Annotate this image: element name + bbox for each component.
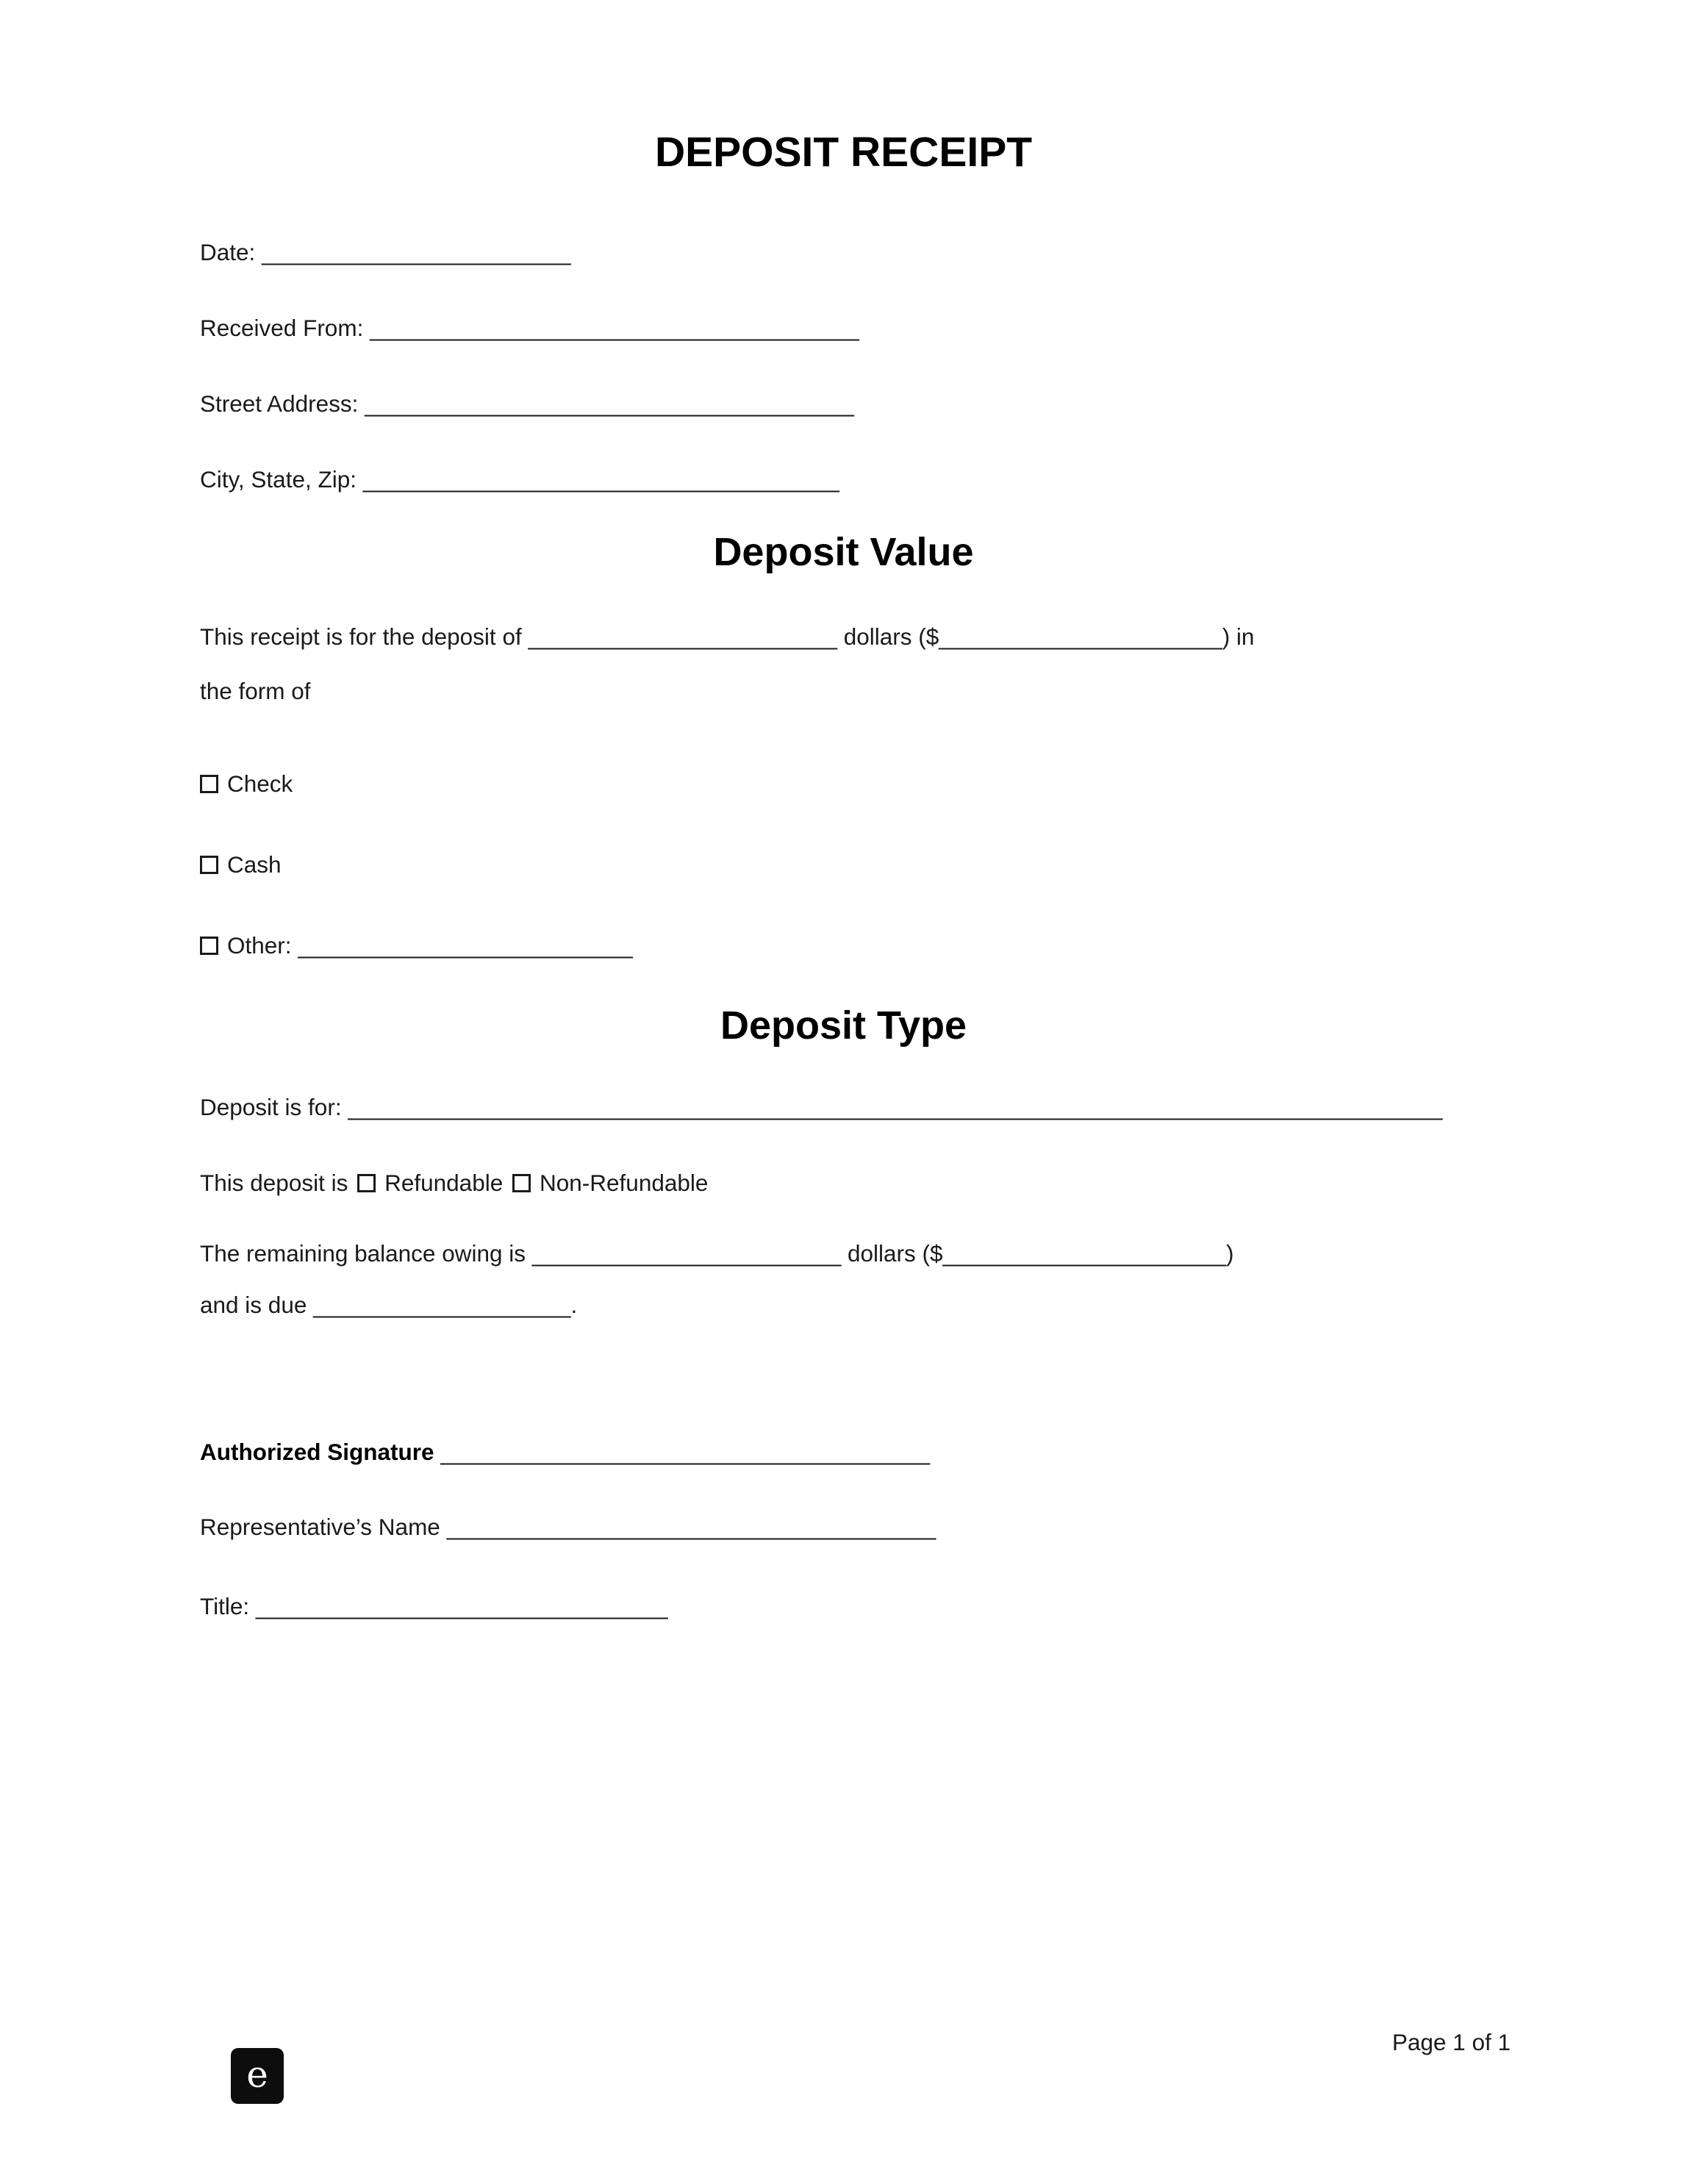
- section-heading-deposit-type: Deposit Type: [720, 1003, 967, 1048]
- other-option-label: Other:: [227, 932, 292, 959]
- other-checkbox-icon: [200, 937, 218, 955]
- document-content: [0, 126, 1687, 1622]
- balance-text: The remaining balance owing is: [200, 1240, 526, 1267]
- other-option-blank: __________________________: [298, 932, 633, 959]
- non-refundable-checkbox-icon: [512, 1174, 531, 1192]
- cash-option-label: Cash: [227, 851, 282, 878]
- option-row-check: [200, 768, 1487, 799]
- option-row-other: [200, 930, 1487, 961]
- refundable-row: [200, 1167, 1487, 1198]
- title-blank: ________________________________: [255, 1593, 668, 1619]
- due-text: and is due: [200, 1292, 307, 1318]
- page-number: Page 1 of 1: [1391, 2029, 1511, 2055]
- deposit-form-of-text: the form of: [200, 678, 311, 704]
- received-from-blank: ______________________________________: [370, 315, 859, 341]
- check-checkbox-icon: [200, 775, 218, 793]
- deposit-value-paragraph: [200, 609, 1487, 718]
- due-date-blank: ____________________: [313, 1292, 571, 1318]
- field-city-state-zip: [200, 464, 1487, 495]
- deposit-dollars-text: dollars ($: [843, 623, 939, 650]
- deposit-amount-numeric-blank: ______________________: [939, 623, 1222, 650]
- balance-dollars-text: dollars ($: [847, 1240, 943, 1267]
- deposit-for-blank: _____________________________________________________________________________________: [348, 1094, 1443, 1120]
- eforms-logo: [231, 2048, 284, 2104]
- refundable-label: Refundable: [384, 1170, 504, 1196]
- cash-checkbox-icon: [200, 856, 218, 874]
- representative-name-blank: ______________________________________: [446, 1514, 936, 1540]
- field-date: [200, 237, 1487, 268]
- deposit-paragraph-text: This receipt is for the deposit of: [200, 623, 522, 650]
- city-state-zip-blank: _____________________________________: [362, 466, 839, 493]
- field-title: [200, 1591, 1487, 1622]
- city-state-zip-label: City, State, Zip:: [200, 466, 357, 493]
- deposit-paragraph-text-end: ) in: [1222, 623, 1255, 650]
- date-blank: ________________________: [262, 239, 571, 265]
- received-from-label: Received From:: [200, 315, 364, 341]
- balance-close-paren: ): [1225, 1240, 1234, 1267]
- refundable-checkbox-icon: [357, 1174, 376, 1192]
- street-address-label: Street Address:: [200, 390, 359, 417]
- remaining-balance-paragraph: [200, 1228, 1487, 1331]
- balance-numeric-blank: ______________________: [942, 1240, 1226, 1267]
- document-title: DEPOSIT RECEIPT: [654, 129, 1033, 176]
- due-period: .: [570, 1292, 578, 1318]
- street-address-blank: ______________________________________: [365, 390, 854, 417]
- representative-name-label: Representative’s Name: [200, 1514, 440, 1540]
- authorized-signature-label: Authorized Signature: [200, 1439, 434, 1465]
- date-label: Date:: [200, 239, 256, 265]
- deposit-amount-words-blank: ________________________: [528, 623, 837, 650]
- check-option-label: Check: [227, 770, 293, 797]
- refundable-row-text: This deposit is: [200, 1170, 348, 1196]
- eforms-logo-letter: e: [246, 2053, 268, 2096]
- field-authorized-signature: [200, 1436, 1487, 1467]
- field-deposit-for: [200, 1092, 1487, 1123]
- balance-words-blank: ________________________: [531, 1240, 842, 1267]
- authorized-signature-blank: ______________________________________: [440, 1439, 930, 1465]
- option-row-cash: [200, 849, 1487, 880]
- field-representative-name: [200, 1511, 1487, 1542]
- non-refundable-label: Non-Refundable: [540, 1170, 709, 1196]
- field-received-from: [200, 312, 1487, 343]
- title-label: Title:: [200, 1593, 250, 1619]
- field-street-address: [200, 388, 1487, 419]
- section-heading-deposit-value: Deposit Value: [713, 530, 974, 574]
- deposit-for-label: Deposit is for:: [200, 1094, 342, 1120]
